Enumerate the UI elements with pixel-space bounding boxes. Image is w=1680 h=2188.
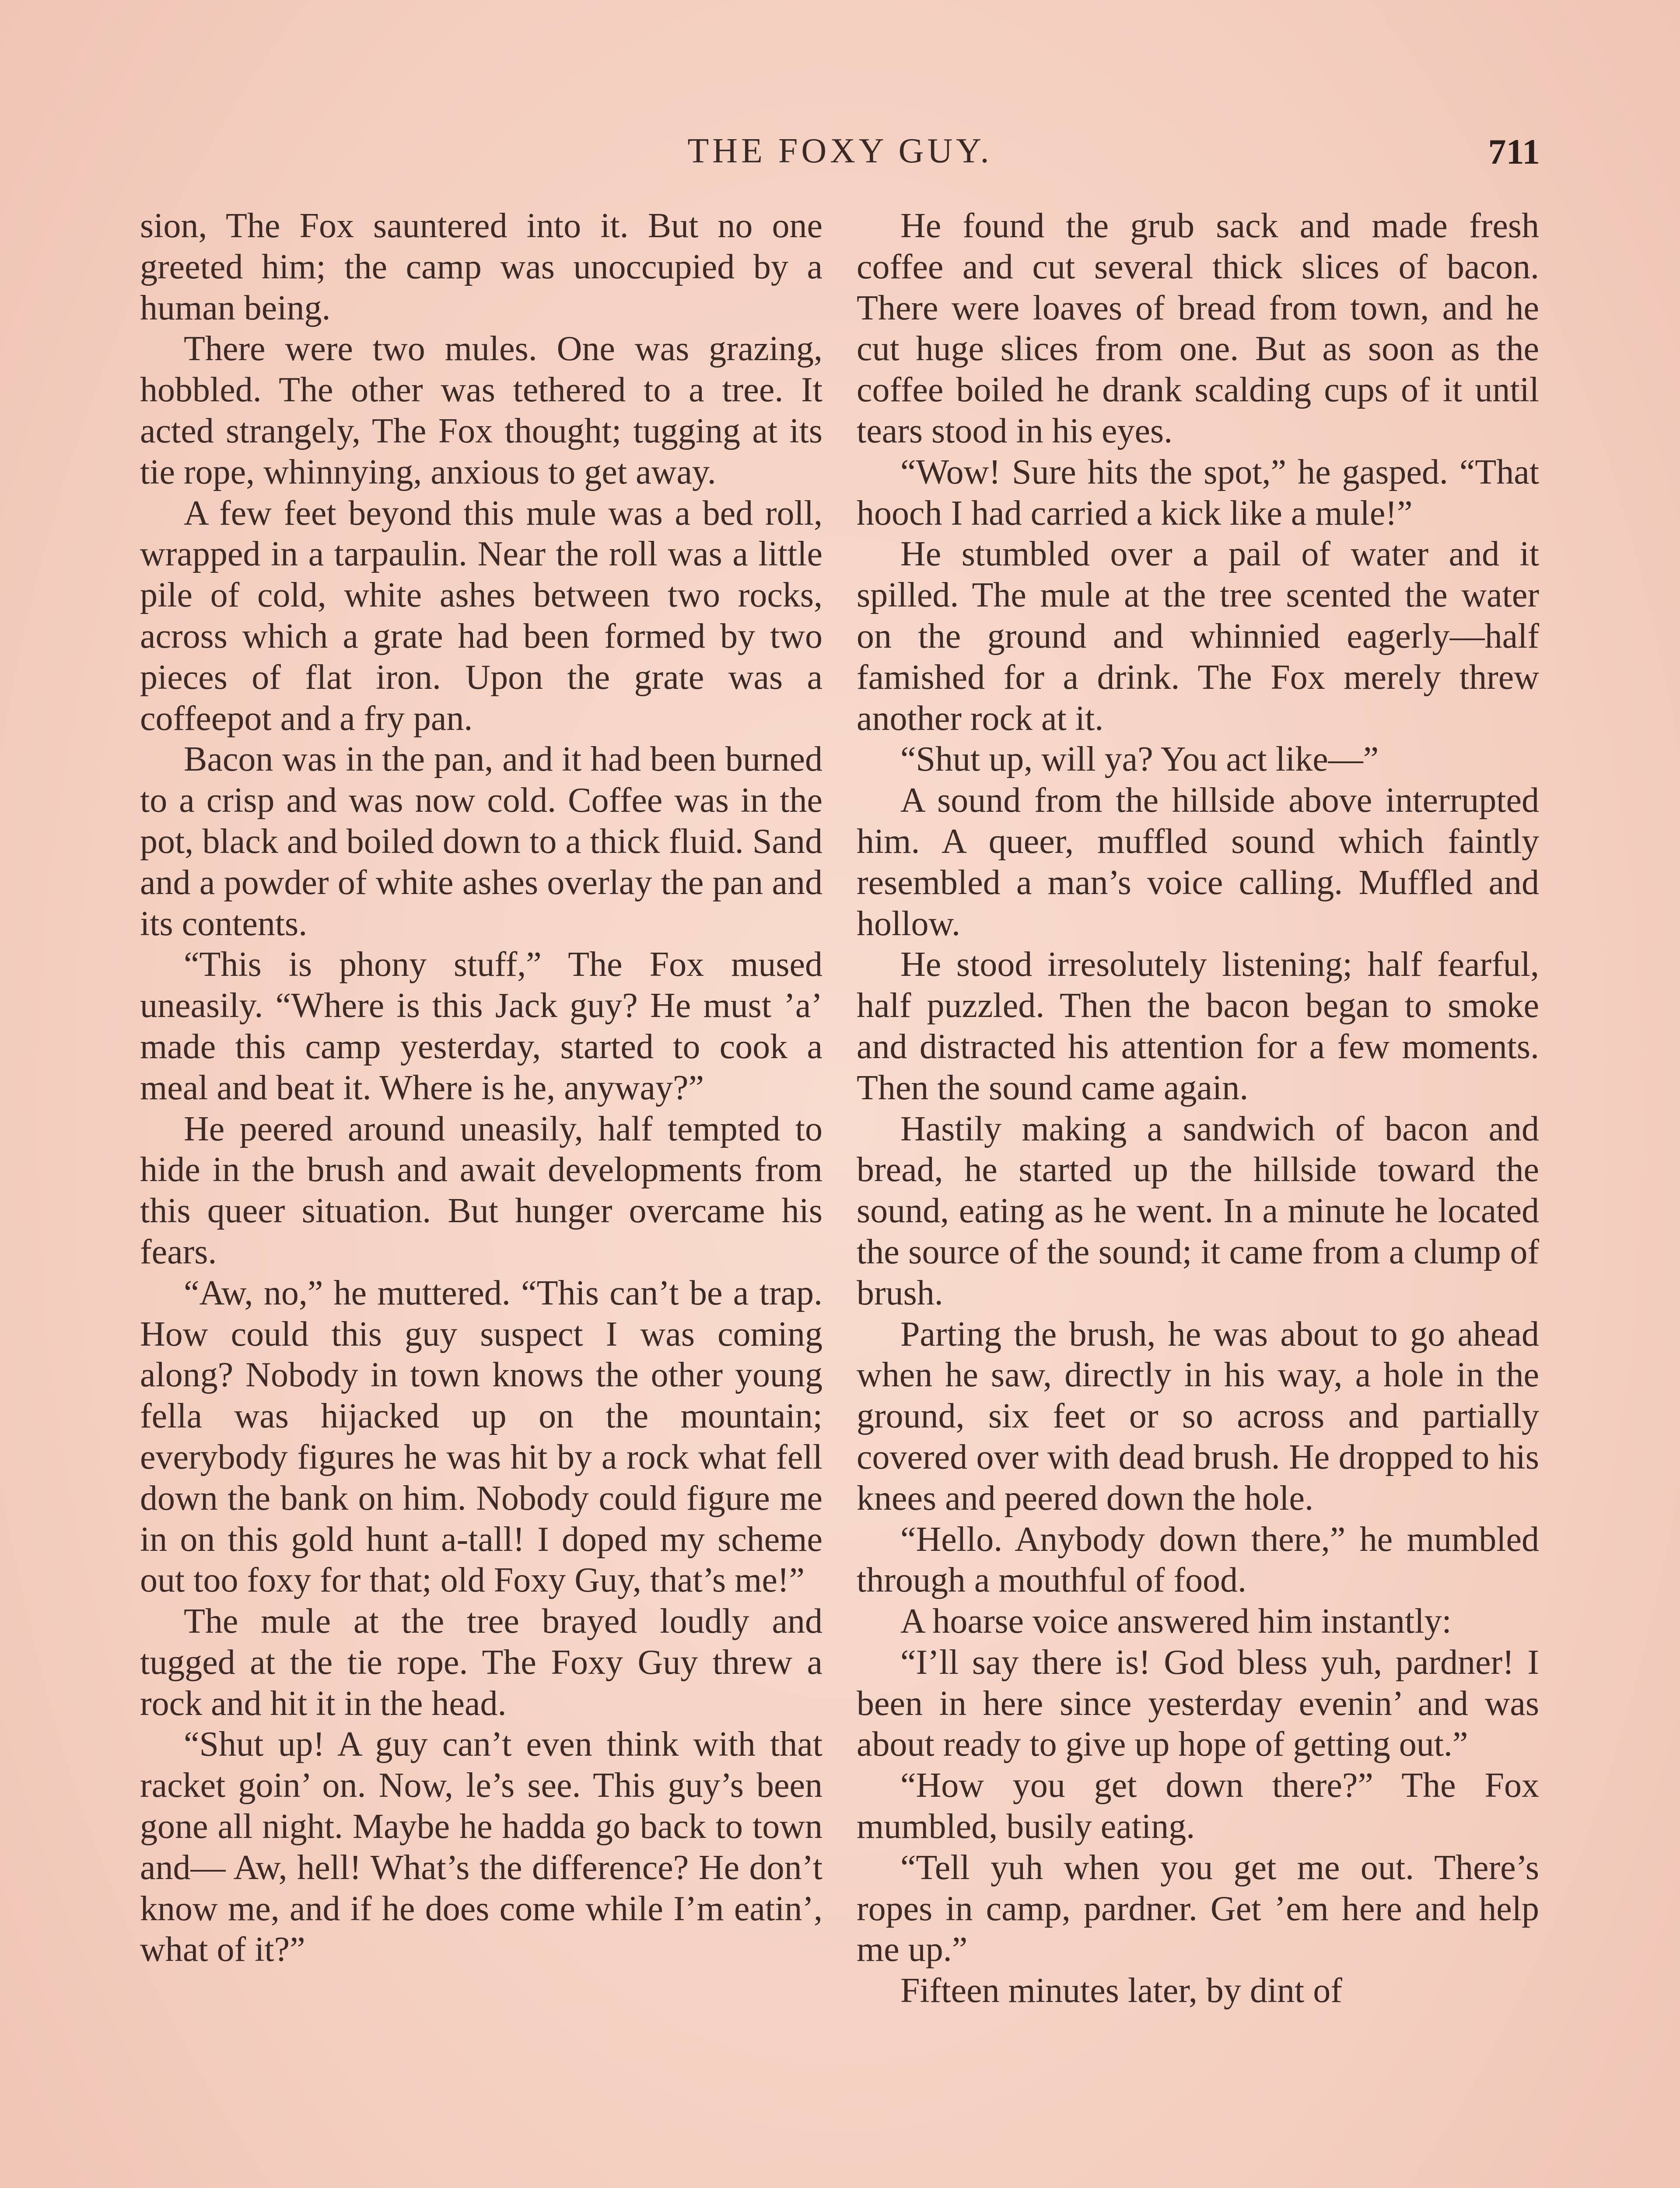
paragraph: A sound from the hillside above interrupted him. A queer, muffled sound which faintly resembled a man’s voice calling. Muffled and hollow. [857,781,1539,943]
paragraph: “I’ll say there is! God bless yuh, pardner! I been in here since yesterday evenin’ and was about ready to give up hope of getting out.” [857,1643,1539,1764]
paragraph: The mule at the tree brayed loudly and tugged at the tie rope. The Foxy Guy threw a rock and hit it in the head. [140,1602,822,1723]
paragraph: “Shut up! A guy can’t even think with that racket goin’ on. Now, le’s see. This guy’s been gone all night. Maybe he hadda go back to town and— Aw, hell! What’s the difference? He don’t know me, and if he does come while I’m eatin’, what of it?” [140,1725,822,1969]
paragraph: A hoarse voice answered him instantly: [900,1602,1452,1641]
paragraph: Parting the brush, he was about to go ahead when he saw, directly in his way, a hole in the ground, six feet or so across and partially covered over with dead brush. He dropped to his knees and peered down the hole. [857,1315,1539,1518]
paragraph: He peered around uneasily, half tempted to hide in the brush and await developments from this queer situation. But hunger overcame his fears. [140,1109,822,1271]
page-header [140,131,1540,179]
running-title: THE FOXY GUY. [687,132,993,170]
paragraph: He stumbled over a pail of water and it spilled. The mule at the tree scented the water on the ground and whinnied eagerly—half famished for a drink. The Fox merely threw another rock at it. [857,535,1539,738]
paragraph: “Wow! Sure hits the spot,” he gasped. “That hooch I had carried a kick like a mule!” [857,452,1539,533]
paragraph: “This is phony stuff,” The Fox mused uneasily. “Where is this Jack guy? He must ’a’ made this camp yesterday, started to cook a meal and beat it. Where is he, anyway?” [140,945,822,1107]
left-column [140,206,822,1971]
paragraph: Hastily making a sandwich of bacon and bread, he started up the hillside toward the sound, eating as he went. In a minute he located the source of the sound; it came from a clump of brush. [857,1109,1539,1312]
paragraph: Fifteen minutes later, by dint of [900,1971,1342,2010]
paragraph: sion, The Fox sauntered into it. But no one greeted him; the camp was unoccupied by a human being. [140,207,822,327]
paragraph: Bacon was in the pan, and it had been burned to a crisp and was now cold. Coffee was in the pot, black and boiled down to a thick fluid. Sand and a powder of white ashes overlay the pan and its contents. [140,740,822,943]
paragraph: “Hello. Anybody down there,” he mumbled through a mouthful of food. [857,1520,1539,1600]
paragraph: A few feet beyond this mule was a bed roll, wrapped in a tarpaulin. Near the roll was a little pile of cold, white ashes between two rocks, across which a grate had been formed by two pieces of flat iron. Upon the grate was a coffeepot and a fry pan. [140,494,822,738]
paragraph: He found the grub sack and made fresh coffee and cut several thick slices of bacon. There were loaves of bread from town, and he cut huge slices from one. But as soon as the coffee boiled he drank scalding cups of it until tears stood in his eyes. [857,207,1539,450]
paragraph: “Aw, no,” he muttered. “This can’t be a trap. How could this guy suspect I was coming along? Nobody in town knows the other young fella was hijacked up on the mountain; everybody figures he was hit by a rock what fell down the bank on him. Nobody could figure me in on this gold hunt a-tall! I doped my scheme out too foxy for that; old Foxy Guy, that’s me!” [140,1273,822,1600]
paragraph: “Shut up, will ya? You act like—” [900,740,1379,779]
page-number: 711 [1488,132,1540,172]
paragraph: He stood irresolutely listening; half fearful, half puzzled. Then the bacon began to smoke and distracted his attention for a few moments. Then the sound came again. [857,945,1539,1107]
paragraph: There were two mules. One was grazing, hobbled. The other was tethered to a tree. It acted strangely, The Fox thought; tugging at its tie rope, whinnying, anxious to get away. [140,330,822,491]
right-column [857,206,1539,2012]
paragraph: “How you get down there?” The Fox mumbled, busily eating. [857,1766,1539,1846]
paragraph: “Tell yuh when you get me out. There’s ropes in camp, pardner. Get ’em here and help me up.” [857,1848,1539,1969]
